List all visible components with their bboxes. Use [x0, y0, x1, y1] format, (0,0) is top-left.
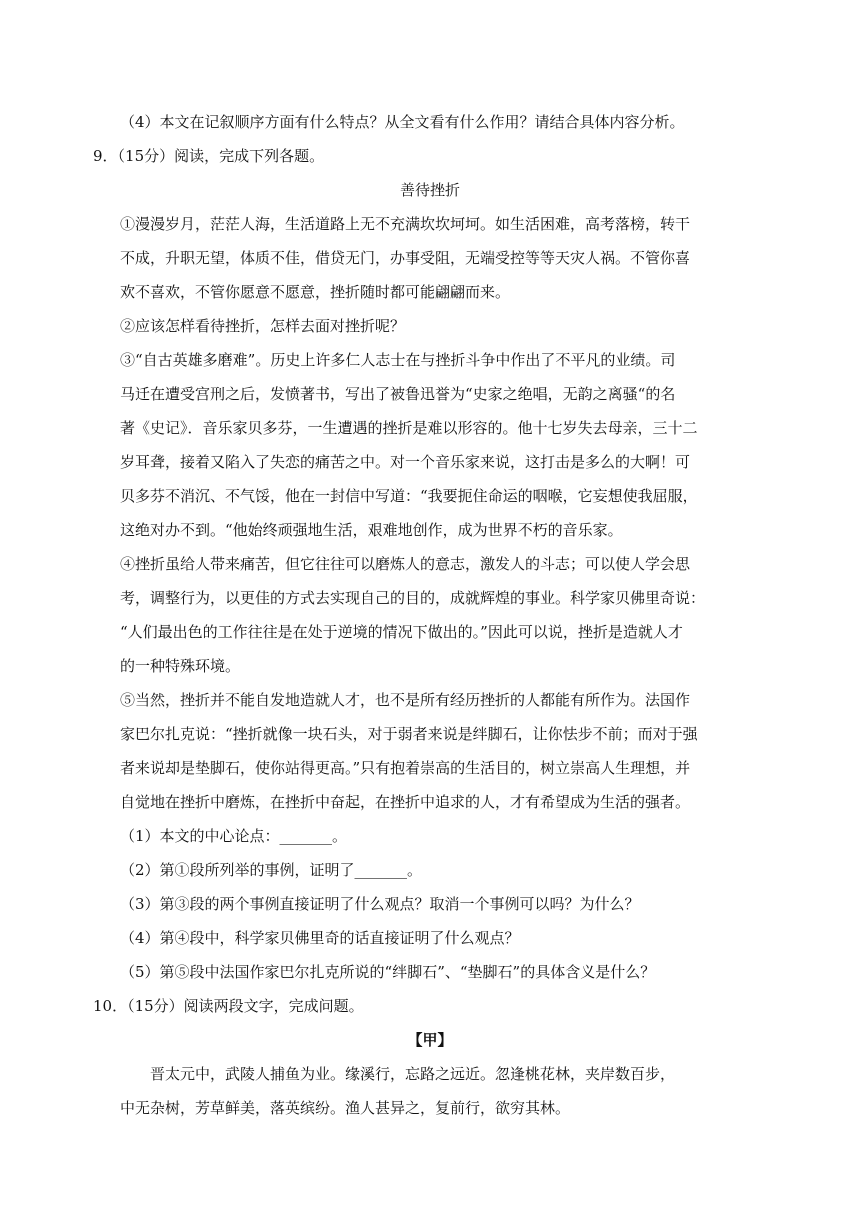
article-title: 善待挫折: [399, 181, 460, 199]
passage-line: 中无杂树，芳草鲜美，落英缤纷。渔人甚异之，复前行，欲穷其林。: [120, 1099, 571, 1117]
paragraph-line: 的一种特殊环境。: [120, 657, 241, 675]
question-item: （1）本文的中心论点：_______。: [120, 827, 348, 845]
paragraph-line: 自觉地在挫折中磨炼，在挫折中奋起，在挫折中追求的人，才有希望成为生活的强者。: [120, 793, 691, 811]
paragraph-line: 岁耳聋，接着又陷入了失恋的痛苦之中。对一个音乐家来说，这打击是多么的大啊！可: [120, 453, 691, 471]
q9-header: 9．（15分）阅读，完成下列各题。: [93, 147, 325, 165]
paragraph-line: 著《史记》．音乐家贝多芬，一生遭遇的挫折是难以形容的。他十七岁失去母亲，三十二: [120, 419, 698, 437]
q10-header: 10．（15分）阅读两段文字，完成问题。: [93, 997, 364, 1015]
paragraph-line: 马迁在遭受宫刑之后，发愤著书，写出了被鲁迅誉为“史家之绝唱，无韵之离骚“的名: [120, 385, 676, 403]
paragraph-line: 贝多芬不消沉、不气馁，他在一封信中写道：“我要扼住命运的咽喉，它妄想使我屈服，: [120, 487, 698, 505]
paragraph-line: 不成，升职无望，体质不佳，借贷无门，办事受阻，无端受控等等天灾人祸。不管你喜: [120, 249, 691, 267]
paragraph-line: 家巴尔扎克说：“挫折就像一块石头，对于弱者来说是绊脚石，让你怯步不前；而对于强: [120, 725, 698, 743]
paragraph-line: “人们最出色的工作往往是在处于逆境的情况下做出的。”因此可以说，挫折是造就人才: [120, 623, 683, 641]
question-item: （2）第①段所列举的事例，证明了_______。: [120, 861, 423, 879]
q8-sub4: （4）本文在记叙顺序方面有什么特点？从全文看有什么作用？请结合具体内容分析。: [120, 113, 685, 131]
question-item: （3）第③段的两个事例直接证明了什么观点？取消一个事例可以吗？为什么？: [120, 895, 640, 913]
passage-line: 晋太元中，武陵人捕鱼为业。缘溪行，忘路之远近。忽逢桃花林，夹岸数百步，: [150, 1065, 676, 1083]
section-label: 【甲】: [407, 1031, 453, 1049]
question-item: （5）第⑤段中法国作家巴尔扎克所说的“绊脚石”、“垫脚石”的具体含义是什么？: [120, 963, 656, 981]
paragraph-line: ③“自古英雄多磨难”。历史上许多仁人志士在与挫折斗争中作出了不平凡的业绩。司: [120, 351, 676, 369]
paragraph-line: 欢不喜欢，不管你愿意不愿意，挫折随时都可能翩翩而来。: [120, 283, 511, 301]
paragraph-line: 这绝对办不到。“他始终顽强地生活，艰难地创作，成为世界不朽的音乐家。: [120, 521, 623, 539]
paragraph-line: ④挫折虽给人带来痛苦，但它往往可以磨炼人的意志，激发人的斗志；可以使人学会思: [120, 555, 691, 573]
paragraph-line: ⑤当然，挫折并不能自发地造就人才，也不是所有经历挫折的人都能有所作为。法国作: [120, 691, 691, 709]
paragraph-line: ①漫漫岁月，茫茫人海，生活道路上无不充满坎坎坷坷。如生活困难，高考落榜，转干: [120, 215, 691, 233]
paragraph-line: 考，调整行为，以更佳的方式去实现自己的目的，成就辉煌的事业。科学家贝佛里奇说：: [120, 589, 706, 607]
question-item: （4）第④段中，科学家贝佛里奇的话直接证明了什么观点？: [120, 929, 520, 947]
paragraph-line: ②应该怎样看待挫折，怎样去面对挫折呢？: [120, 317, 406, 335]
paragraph-line: 者来说却是垫脚石，使你站得更高。”只有抱着崇高的生活目的，树立崇高人生理想，并: [120, 759, 691, 777]
